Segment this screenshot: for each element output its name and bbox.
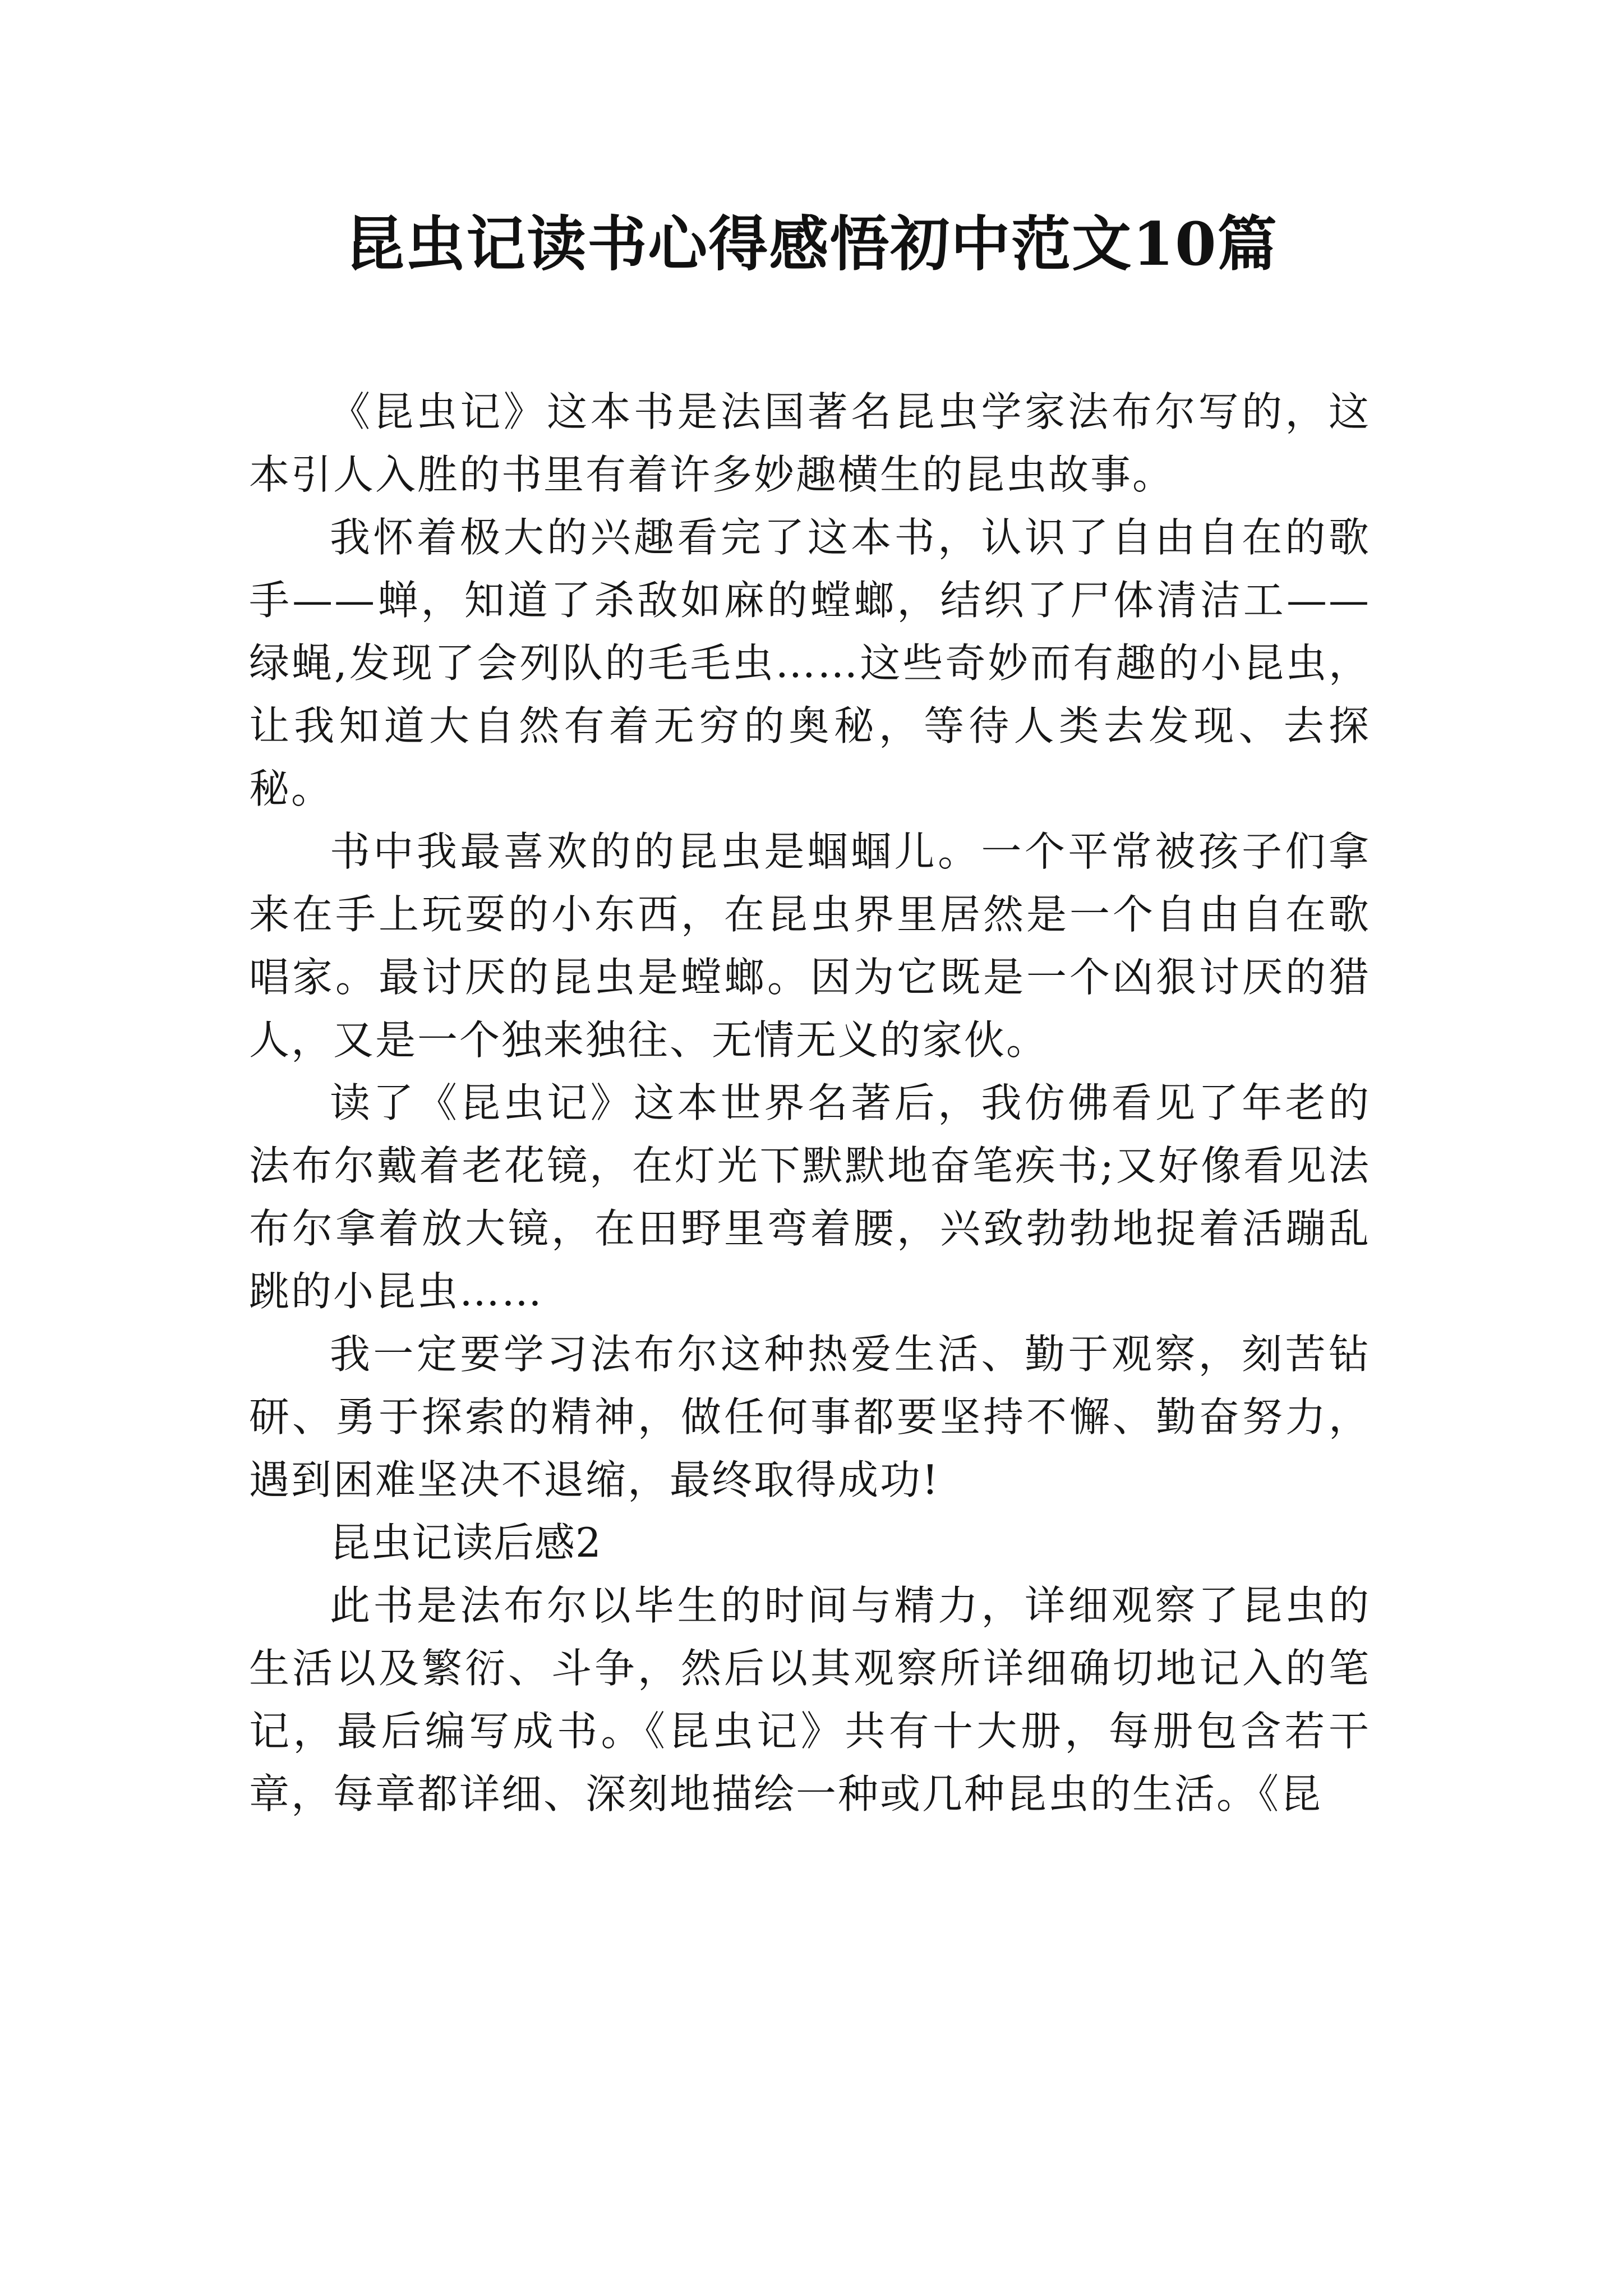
document-title: 昆虫记读书心得感悟初中范文10篇 xyxy=(345,209,1278,279)
paragraph-favorite-insect: 书中我最喜欢的的昆虫是蝈蝈儿。一个平常被孩子们拿来在手上玩耍的小东西，在昆虫界里居然是一个自由自在歌唱家。最讨厌的昆虫是螳螂。因为它既是一个凶狠讨厌的猎人，又是一个独来独往、无情无义的家伙。 xyxy=(249,828,1371,1064)
section-heading: 昆虫记读后感2 xyxy=(330,1519,602,1566)
paragraph-book-description: 此书是法布尔以毕生的时间与精力，详细观察了昆虫的生活以及繁衍、斗争，然后以其观察所详细确切地记入的笔记，最后编写成书。《昆虫记》共有十大册，每册包含若干章，每章都详细、深刻地描绘一种或几种昆虫的生活。《昆 xyxy=(249,1582,1371,1818)
paragraph-imagining-fabre: 读了《昆虫记》这本世界名著后，我仿佛看见了年老的法布尔戴着老花镜，在灯光下默默地奋笔疾书;又好像看见法布尔拿着放大镜，在田野里弯着腰，兴致勃勃地捉着活蹦乱跳的小昆虫…… xyxy=(249,1079,1371,1315)
paragraph-intro: 《昆虫记》这本书是法国著名昆虫学家法布尔写的，这本引人入胜的书里有着许多妙趣横生的昆虫故事。 xyxy=(249,388,1371,498)
paragraph-insects-met: 我怀着极大的兴趣看完了这本书，认识了自由自在的歌手——蝉，知道了杀敌如麻的螳螂，结织了尸体清洁工——绿蝇,发现了会列队的毛毛虫……这些奇妙而有趣的小昆虫，让我知道大自然有着无穷的奥秘，等待人类去发现、去探秘。 xyxy=(249,514,1371,812)
paragraph-resolution: 我一定要学习法布尔这种热爱生活、勤于观察，刻苦钻研、勇于探索的精神，做任何事都要坚持不懈、勤奋努力，遇到困难坚决不退缩，最终取得成功! xyxy=(249,1331,1371,1503)
document-body xyxy=(249,380,1371,1825)
